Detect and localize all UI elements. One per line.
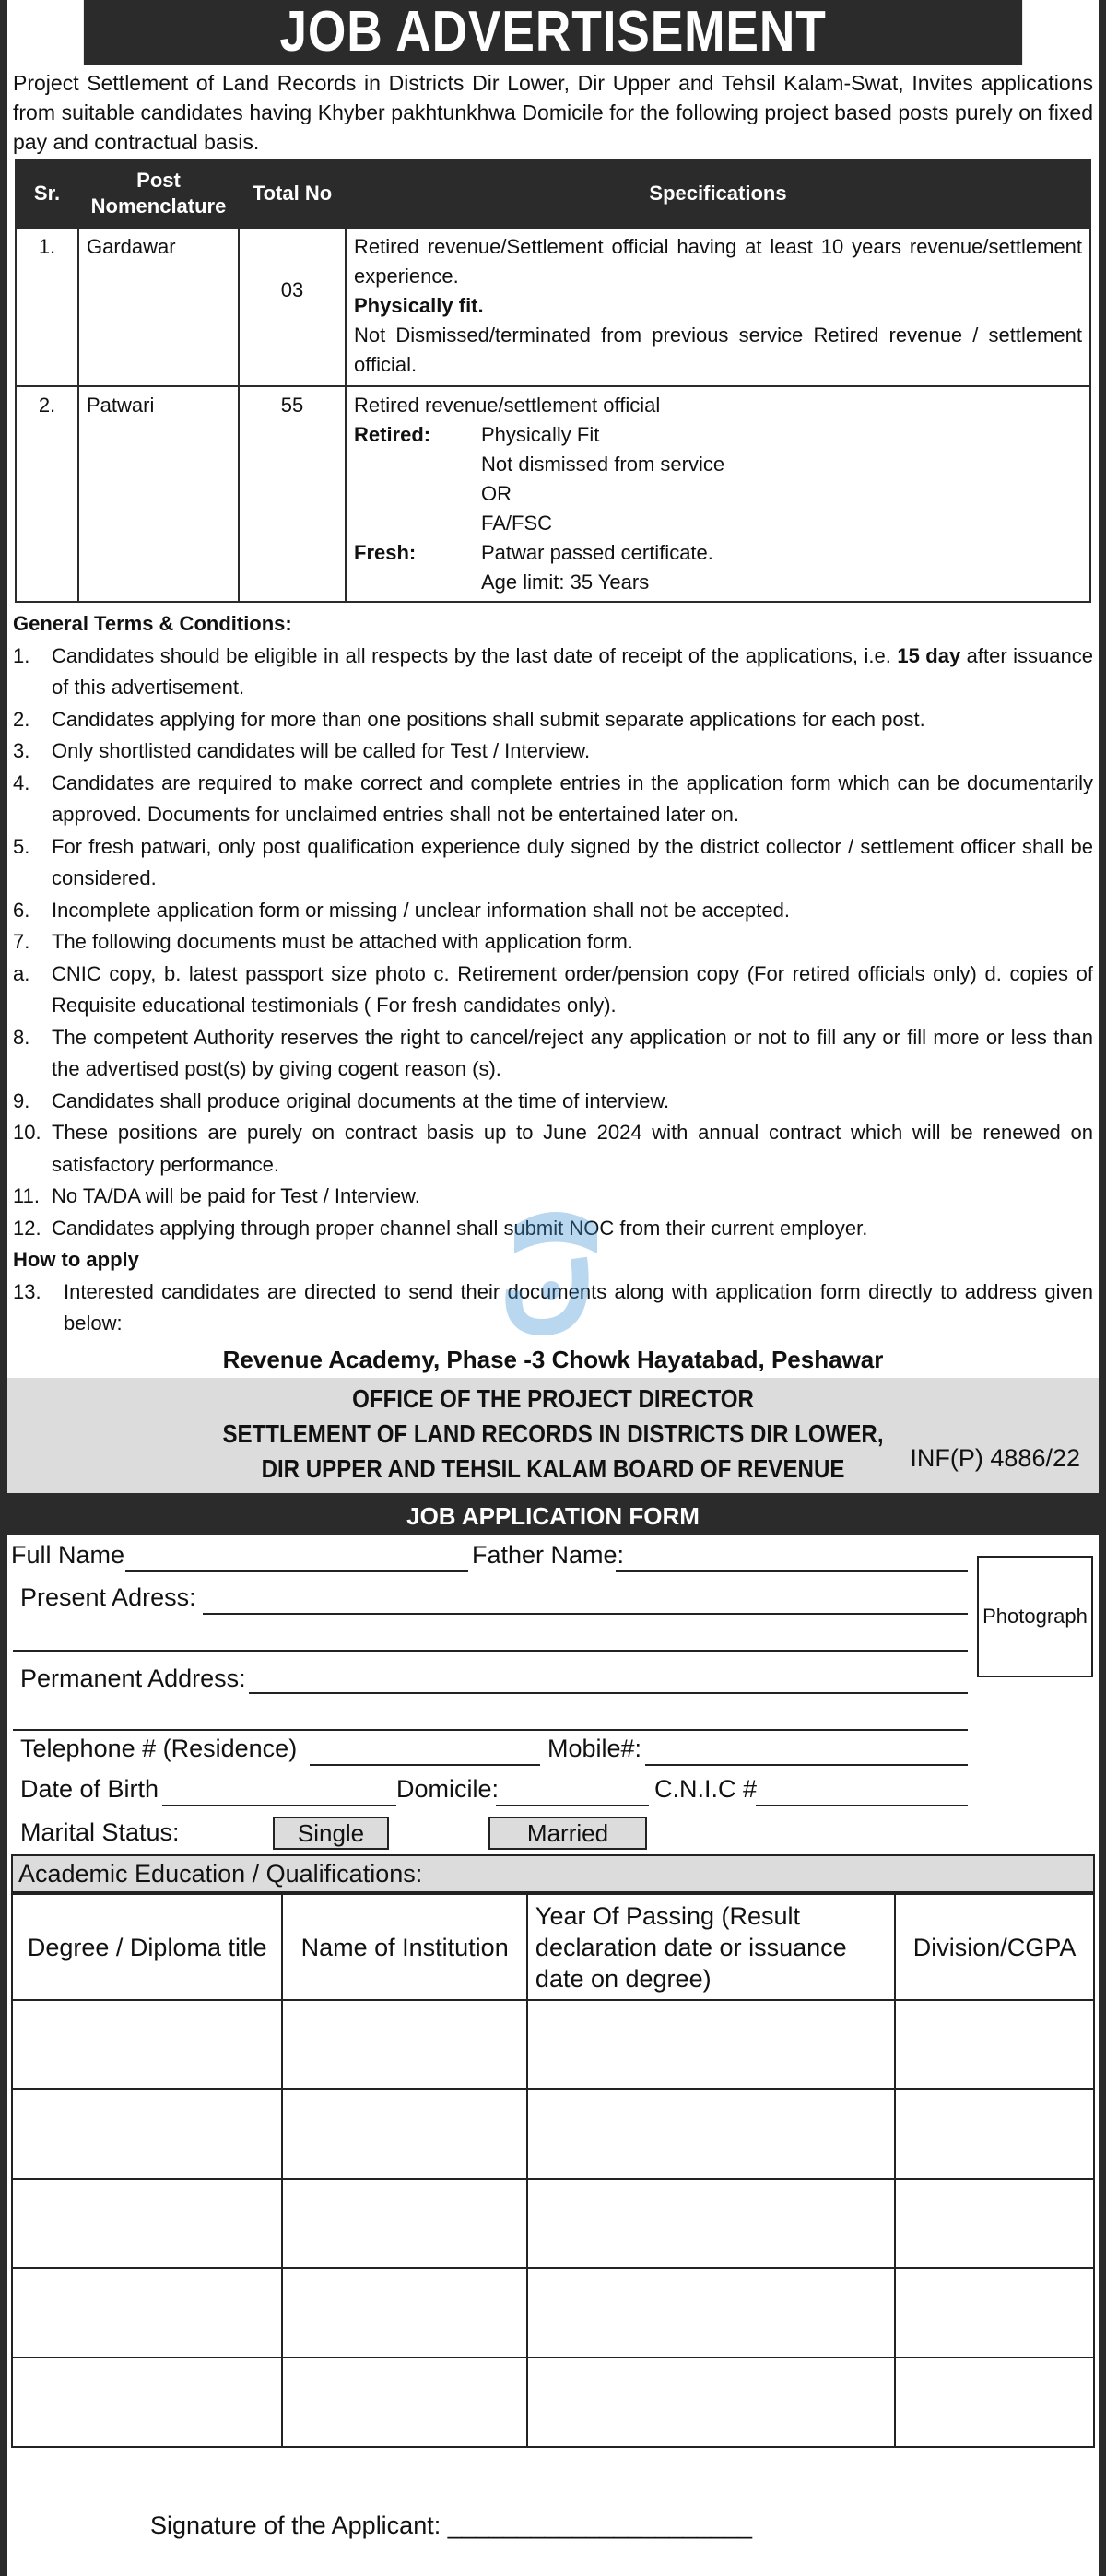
edu-cell[interactable]: [895, 2089, 1094, 2179]
item-text: Only shortlisted candidates will be called for Test / Interview.: [52, 739, 591, 762]
edu-cell[interactable]: [12, 2000, 282, 2089]
item-text: [52, 641, 1093, 704]
item-number: 2.: [13, 707, 30, 731]
item-number: 1.: [13, 643, 30, 667]
cnic-field[interactable]: [756, 1805, 968, 1806]
edu-cell[interactable]: [527, 2358, 895, 2447]
edu-cell[interactable]: [282, 2089, 527, 2179]
marital-married-option[interactable]: Married: [488, 1817, 647, 1850]
edu-cell[interactable]: [895, 2179, 1094, 2268]
row-sr: 1.: [16, 228, 78, 386]
item-text: Interested candidates are directed to send their documents along with application form directly to address given below:: [64, 1279, 1093, 1335]
item-number: 11.: [13, 1184, 40, 1207]
retired-label: Retired:: [354, 423, 431, 446]
edu-cell[interactable]: [895, 2000, 1094, 2089]
ad-reference-number: INF(P) 4886/22: [910, 1444, 1080, 1472]
list-item: [13, 1117, 1093, 1181]
item-number: 13.: [13, 1279, 41, 1303]
terms-heading: General Terms & Conditions:: [13, 612, 292, 635]
edu-header-division: Division/CGPA: [895, 1894, 1094, 2000]
row-spec: [346, 386, 1090, 602]
mobile-field[interactable]: [645, 1764, 968, 1766]
marital-single-option[interactable]: Single: [273, 1817, 389, 1850]
edu-cell[interactable]: [12, 2089, 282, 2179]
spec-line: FA/FSC: [481, 512, 553, 535]
ad-title: JOB ADVERTISEMENT: [84, 0, 1022, 65]
table-row: [12, 2000, 1094, 2089]
watermark-logo-icon: [487, 1189, 625, 1346]
item-text: These positions are purely on contract basis up to June 2024 with annual contract which will be renewed on satisfactory performance.: [52, 1121, 1093, 1176]
row-post: Gardawar: [78, 228, 239, 386]
item-text-pre: Candidates should be eligible in all respects by the last date of receipt of the applications, i.e.: [52, 643, 898, 667]
item-text: Candidates shall produce original documents at the time of interview.: [52, 1088, 670, 1112]
mobile-label: Mobile#:: [547, 1735, 642, 1762]
telephone-label: Telephone # (Residence): [20, 1735, 298, 1762]
row-total: 55: [239, 386, 346, 602]
form-title: JOB APPLICATION FORM: [7, 1497, 1099, 1535]
spec-line: OR: [481, 482, 512, 505]
edu-cell[interactable]: [12, 2358, 282, 2447]
office-block: [7, 1378, 1099, 1493]
office-line-3: DIR UPPER AND TEHSIL KALAM BOARD OF REVENUE: [261, 1454, 845, 1483]
item-number: 8.: [13, 1025, 30, 1049]
edu-cell[interactable]: [282, 2358, 527, 2447]
full-name-label: Full Name: [11, 1541, 125, 1569]
edu-cell[interactable]: [12, 2268, 282, 2358]
edu-cell[interactable]: [527, 2179, 895, 2268]
fresh-label: Fresh:: [354, 541, 417, 564]
table-row: [12, 2358, 1094, 2447]
ad-intro: Project Settlement of Land Records in Districts Dir Lower, Dir Upper and Tehsil Kalam-Swat, Invites applications from suitable candidates having Khyber pakhtunkhwa Domicile for the following project based posts purely on fixed pay and contractual basis.: [13, 71, 1093, 154]
table-row: [12, 2268, 1094, 2358]
spec-line: Not dismissed from service: [481, 453, 725, 476]
list-item: [13, 768, 1093, 831]
item-text: CNIC copy, b. latest passport size photo c. Retirement order/pension copy (For retired officials only) d. copies of Requisite educational testimonials ( For fresh candidates only).: [52, 961, 1093, 1017]
father-name-field[interactable]: [616, 1570, 968, 1572]
item-text: Candidates applying for more than one positions shall submit separate applications for each post.: [52, 707, 925, 731]
item-number: 10.: [13, 1121, 41, 1144]
list-item: [13, 1022, 1093, 1086]
present-address-field[interactable]: [203, 1613, 968, 1615]
table-row: [12, 2179, 1094, 2268]
education-table: [11, 1893, 1095, 2448]
item-text: No TA/DA will be paid for Test / Interview.: [52, 1184, 420, 1207]
edu-header-degree: Degree / Diploma title: [12, 1894, 282, 2000]
header-post: Post Nomenclature: [78, 159, 239, 228]
list-item: [13, 959, 1093, 1022]
table-row: [16, 228, 1090, 386]
education-header-row: [12, 1894, 1094, 2000]
permanent-address-label: Permanent Address:: [20, 1664, 246, 1692]
how-to-apply-heading: How to apply: [13, 1248, 139, 1271]
fresh-values: [481, 538, 1082, 597]
edu-cell[interactable]: [12, 2179, 282, 2268]
item-number: 6.: [13, 898, 30, 922]
job-application-form: [7, 1535, 1099, 2576]
dob-label: Date of Birth: [20, 1775, 159, 1803]
fresh-block: [354, 538, 1082, 597]
spec-line: Physically fit.: [354, 294, 484, 317]
list-item: [13, 926, 1093, 959]
edu-cell[interactable]: [282, 2268, 527, 2358]
spec-line: Age limit: 35 Years: [481, 570, 650, 594]
header-sr: Sr.: [16, 159, 78, 228]
table-row: [12, 2089, 1094, 2179]
father-name-label: Father Name:: [472, 1541, 625, 1569]
item-number: 5.: [13, 834, 30, 858]
apply-address: Revenue Academy, Phase -3 Chowk Hayatabad, Peshawar: [222, 1346, 884, 1373]
domicile-field[interactable]: [496, 1805, 649, 1806]
spec-line: Retired revenue/Settlement official having at least 10 years revenue/settlement experience.: [354, 235, 1082, 288]
posts-table: [15, 159, 1091, 603]
full-name-field[interactable]: [125, 1570, 468, 1572]
office-lines: [84, 1382, 1022, 1487]
item-number: 9.: [13, 1088, 30, 1112]
edu-cell[interactable]: [282, 2179, 527, 2268]
item-text: The following documents must be attached with application form.: [52, 930, 633, 953]
edu-cell[interactable]: [527, 2089, 895, 2179]
item-number: 3.: [13, 739, 30, 762]
signature-line: Signature of the Applicant: ______________________: [150, 2511, 753, 2539]
edu-cell[interactable]: [895, 2358, 1094, 2447]
item-number: a.: [13, 961, 30, 985]
row-spec: [346, 228, 1090, 386]
present-address-field-line-2[interactable]: [13, 1650, 968, 1652]
list-item: [13, 641, 1093, 704]
item-number: 7.: [13, 930, 30, 953]
spec-line: Not Dismissed/terminated from previous service Retired revenue / settlement official.: [354, 323, 1082, 376]
spec-line: Patwar passed certificate.: [481, 541, 713, 564]
list-item: [13, 1086, 1093, 1118]
present-address-label: Present Adress:: [20, 1583, 196, 1611]
row-sr: 2.: [16, 386, 78, 602]
dob-field[interactable]: [162, 1805, 396, 1806]
retired-values: [481, 420, 1082, 538]
header-spec: Specifications: [346, 159, 1090, 228]
row-total: 03: [239, 228, 346, 386]
list-item: [13, 831, 1093, 895]
list-item: [13, 704, 1093, 736]
office-line-2: SETTLEMENT OF LAND RECORDS IN DISTRICTS DIR LOWER,: [222, 1419, 884, 1448]
telephone-field[interactable]: [310, 1764, 540, 1766]
job-advertisement: [7, 0, 1099, 1378]
item-number: 4.: [13, 770, 30, 794]
photograph-box: Photograph: [977, 1556, 1093, 1677]
header-total: Total No: [239, 159, 346, 228]
marital-status-label: Marital Status:: [20, 1818, 180, 1846]
permanent-address-field-line-2[interactable]: [13, 1729, 968, 1731]
item-text-bold: 15 day: [897, 643, 961, 667]
list-item: [13, 735, 1093, 768]
item-text: Incomplete application form or missing / unclear information shall not be accepted.: [52, 898, 790, 922]
academic-heading: Academic Education / Qualifications:: [11, 1854, 1095, 1893]
item-text: For fresh patwari, only post qualification experience duly signed by the district collector / settlement officer shall be considered.: [52, 834, 1093, 889]
table-row: [16, 386, 1090, 602]
item-number: 12.: [13, 1216, 41, 1240]
retired-block: [354, 420, 1082, 538]
office-line-1: OFFICE OF THE PROJECT DIRECTOR: [352, 1384, 754, 1413]
edu-cell[interactable]: [282, 2000, 527, 2089]
item-text: The competent Authority reserves the right to cancel/reject any application or not to fill any or fill more or less than the advertised post(s) by giving cogent reason (s).: [52, 1025, 1093, 1080]
edu-cell[interactable]: [527, 2000, 895, 2089]
permanent-address-field[interactable]: [249, 1692, 968, 1694]
spec-line: Physically Fit: [481, 423, 600, 446]
list-item: [13, 895, 1093, 927]
edu-cell[interactable]: [527, 2268, 895, 2358]
row-post: Patwari: [78, 386, 239, 602]
posts-header-row: [16, 159, 1090, 228]
edu-cell[interactable]: [895, 2268, 1094, 2358]
item-text: Candidates applying through proper channel shall submit NOC from their current employer.: [52, 1216, 868, 1240]
domicile-label: Domicile:: [396, 1775, 500, 1803]
item-text-post: after issuance of this advertisement.: [52, 643, 1093, 699]
edu-header-year: Year Of Passing (Result declaration date or issuance date on degree): [527, 1894, 895, 2000]
cnic-label: C.N.I.C #: [654, 1775, 758, 1803]
item-text: Candidates are required to make correct and complete entries in the application form which can be documentarily approved. Documents for unclaimed entries shall not be entertained later on.: [52, 770, 1093, 826]
spec-line: Retired revenue/settlement official: [354, 394, 661, 417]
edu-header-institution: Name of Institution: [282, 1894, 527, 2000]
